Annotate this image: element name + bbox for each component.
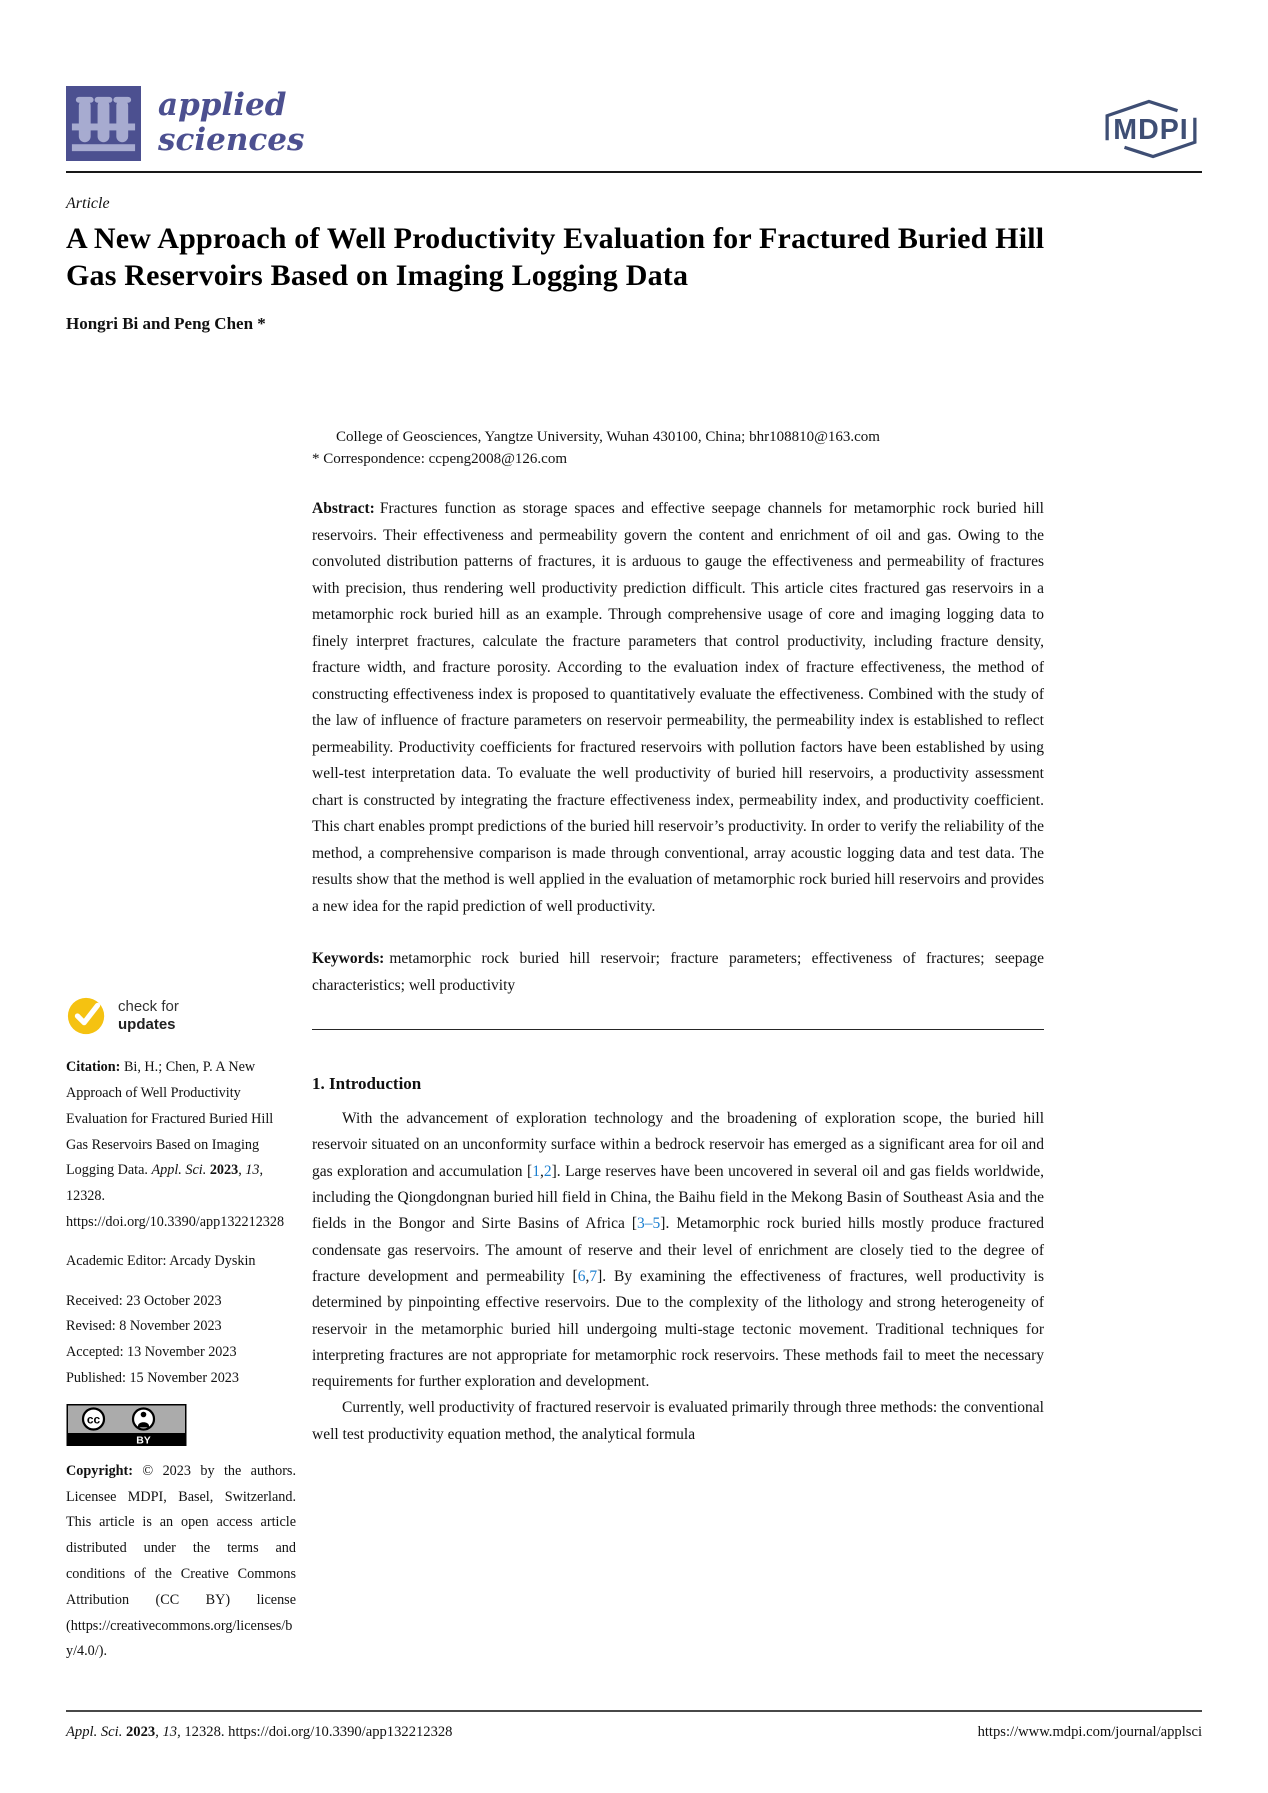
citation-doi-link[interactable]: https://doi.org/10.3390/app132212328 xyxy=(66,1213,285,1230)
text-segment: Correspondence: xyxy=(319,451,429,468)
text-segment: Appl. Sci. xyxy=(66,1724,126,1740)
text-segment: With the advancement of exploration technology and the broadening of exploration scope, the buried hill reservoir situated on an unconformity surface within a bedrock reservoir has emerged as a significant area for oil and gas exploration and accumulation [ xyxy=(312,1110,1044,1180)
journal-name-line1: applied xyxy=(158,87,287,123)
history-dates xyxy=(66,1289,296,1392)
text-segment: 2023 xyxy=(126,1724,156,1740)
cc-license-link[interactable]: https://creativecommons.org/licenses/by/4.0/ xyxy=(66,1617,293,1660)
cc-by-label: BY xyxy=(136,1434,151,1446)
footer-doi-link[interactable]: https://doi.org/10.3390/app132212328 xyxy=(228,1724,453,1740)
affiliation-block xyxy=(312,426,1044,470)
footnote-star: * xyxy=(312,451,320,468)
article-head xyxy=(0,195,1268,334)
text-segment: © 2023 by the authors. Licensee MDPI, Basel, Switzerland. This article is an open access article distributed under the terms and conditions of the Creative Commons Attribution (CC BY) license ( xyxy=(66,1462,296,1634)
reference-link[interactable]: 3–5 xyxy=(637,1215,661,1233)
article-content xyxy=(312,360,1044,1665)
check-for-updates-line2: updates xyxy=(118,1016,176,1034)
author-email-link[interactable]: bhr108810@163.com xyxy=(749,429,880,446)
reference-link[interactable]: 2 xyxy=(543,1162,552,1180)
accepted-date: Accepted: 13 November 2023 xyxy=(66,1344,237,1361)
abstract-paragraph xyxy=(312,496,1044,920)
text-segment: Copyright: xyxy=(66,1462,143,1479)
revised-date: Revised: 8 November 2023 xyxy=(66,1318,222,1335)
check-for-updates-label xyxy=(118,998,179,1034)
text-segment: ). xyxy=(98,1643,107,1660)
reference-link[interactable]: 7 xyxy=(589,1267,598,1285)
text-segment: Citation: xyxy=(66,1059,124,1076)
article-type-label: Article xyxy=(66,195,110,212)
text-segment: 2023 xyxy=(209,1162,239,1179)
journal-name-line2: sciences xyxy=(158,121,305,158)
text-segment: 13 xyxy=(245,1162,260,1179)
text-segment: College of Geosciences, Yangtze University, Wuhan 430100, China; xyxy=(336,429,750,446)
text-segment: , xyxy=(155,1724,163,1740)
reference-link[interactable]: 6 xyxy=(577,1267,586,1285)
test-tubes-icon xyxy=(66,86,141,161)
article-title: A New Approach of Well Productivity Evaluation for Fractured Buried Hill Gas Reservoirs Based on Imaging Logging Data xyxy=(66,222,1045,292)
mdpi-hexagon-icon xyxy=(1100,97,1202,161)
text-segment: Bi, H.; Chen, P. A New Approach of Well Productivity Evaluation for Fractured Buried Hill Gas Reservoirs Based on Imaging Logging Data. xyxy=(66,1059,274,1179)
footer-divider xyxy=(66,1710,1202,1712)
person-icon xyxy=(133,1408,154,1429)
text-segment: , 12328. xyxy=(177,1724,229,1740)
academic-editor: Academic Editor: Arcady Dyskin xyxy=(66,1252,256,1269)
page-footer xyxy=(0,1710,1268,1741)
article-authors: Hongri Bi and Peng Chen * xyxy=(66,314,266,334)
correspondence-line xyxy=(312,448,1044,470)
received-date: Received: 23 October 2023 xyxy=(66,1292,222,1309)
introduction-paragraph-1 xyxy=(312,1106,1044,1395)
crossmark-check-icon xyxy=(66,995,108,1037)
left-sidebar xyxy=(66,360,296,1665)
affiliation-line xyxy=(312,426,1044,448)
journal-header xyxy=(0,0,1268,171)
journal-wordmark xyxy=(158,86,304,157)
check-for-updates-line1: check for xyxy=(118,998,179,1016)
mdpi-wordmark: MDPI xyxy=(1113,114,1189,147)
cc-icon-label: cc xyxy=(86,1412,101,1427)
footer-journal-url-link[interactable]: https://www.mdpi.com/journal/applsci xyxy=(977,1724,1202,1740)
text-segment: , 12328. xyxy=(66,1162,264,1205)
text-segment: ]. Metamorphic rock buried hills mostly produce fractured condensate gas reservoirs. The amount of reserve and their level of enrichment are closely tied to the degree of fracture development and permeability [ xyxy=(312,1215,1044,1285)
keywords-text: metamorphic rock buried hill reservoir; fracture parameters; effectiveness of fractures; seepage characteristics; well productivity xyxy=(312,950,1044,994)
citation-block xyxy=(66,1055,296,1236)
text-segment: , xyxy=(238,1162,246,1179)
copyright-notice xyxy=(66,1459,296,1665)
text-segment: , xyxy=(585,1267,590,1285)
text-segment: , xyxy=(539,1162,544,1180)
published-date: Published: 15 November 2023 xyxy=(66,1369,239,1386)
footer-journal-url xyxy=(978,1724,1202,1741)
introduction-heading: 1. Introduction xyxy=(312,1074,422,1094)
text-segment: Appl. Sci. xyxy=(151,1162,210,1179)
text-segment: 13 xyxy=(162,1724,178,1740)
check-for-updates-badge[interactable] xyxy=(66,995,179,1037)
keywords-divider xyxy=(312,1029,1044,1030)
correspondence-email-link[interactable]: ccpeng2008@126.com xyxy=(428,451,568,468)
abstract-text: Fractures function as storage spaces and effective seepage channels for metamorphic rock buried hill reservoirs. Their effectiveness and permeability govern the content and enrichment of oil and gas. Owing to the convoluted distribution patterns of fractures, it is arduous to gauge the effectiveness and permeability of fractures with precision, thus rendering well productivity prediction difficult. This article cites fractured gas reservoirs in a metamorphic rock buried hill as an example. Through comprehensive usage of core and imaging logging data to finely interpret fractures, calculate the fracture parameters that control productivity, including fracture density, fracture width, and fracture porosity. According to the evaluation index of fracture effectiveness, the method of constructing effectiveness index is proposed to quantitatively evaluate the effectiveness. Combined with the study of the law of influence of fracture parameters on reservoir permeability, the permeability index is established to reflect permeability. Productivity coefficients for fractured reservoirs with pollution factors have been established by using well-test interpretation data. To evaluate the well productivity of buried hill reservoirs, a productivity assessment chart is constructed by integrating the fracture effectiveness index, permeability index, and productivity coefficient. This chart enables prompt predictions of the buried hill reservoir’s productivity. In order to verify the reliability of the method, a comprehensive comparison is made through conventional, array acoustic logging data and test data. The results show that the method is well applied in the evaluation of metamorphic rock buried hill reservoirs and provides a new idea for the rapid prediction of well productivity. xyxy=(312,500,1044,915)
footer-citation xyxy=(66,1724,452,1741)
text-segment: ]. By examining the effectiveness of fractures, well productivity is determined by pinpointing effective reservoirs. Due to the complexity of the lithology and strong heterogeneity of reservoir in the metamorphic buried hill undergoing multi-stage tectonic movement. Traditional techniques for interpreting fractures are not appropriate for metamorphic rock reservoirs. These methods fail to meet the necessary requirements for further exploration and development. xyxy=(312,1267,1044,1391)
mdpi-logo xyxy=(1100,97,1202,161)
text-segment: ]. Large reserves have been uncovered in several oil and gas fields worldwide, including the Qiongdongnan buried hill field in China, the Baihu field in the Mekong Basin of Southeast Asia and the fields in the Bongor and Sirte Basins of Africa [ xyxy=(312,1162,1044,1233)
keywords-label: Keywords: xyxy=(312,950,385,968)
header-divider xyxy=(66,171,1202,173)
journal-logo xyxy=(66,86,304,161)
cc-by-license-badge[interactable] xyxy=(66,1404,187,1446)
abstract-label: Abstract: xyxy=(312,500,375,518)
keywords-paragraph xyxy=(312,946,1044,999)
introduction-paragraph-2: Currently, well productivity of fractured reservoir is evaluated primarily through three methods: the conventional well test productivity equation method, the analytical formula xyxy=(312,1399,1044,1443)
reference-link[interactable]: 1 xyxy=(532,1162,540,1180)
